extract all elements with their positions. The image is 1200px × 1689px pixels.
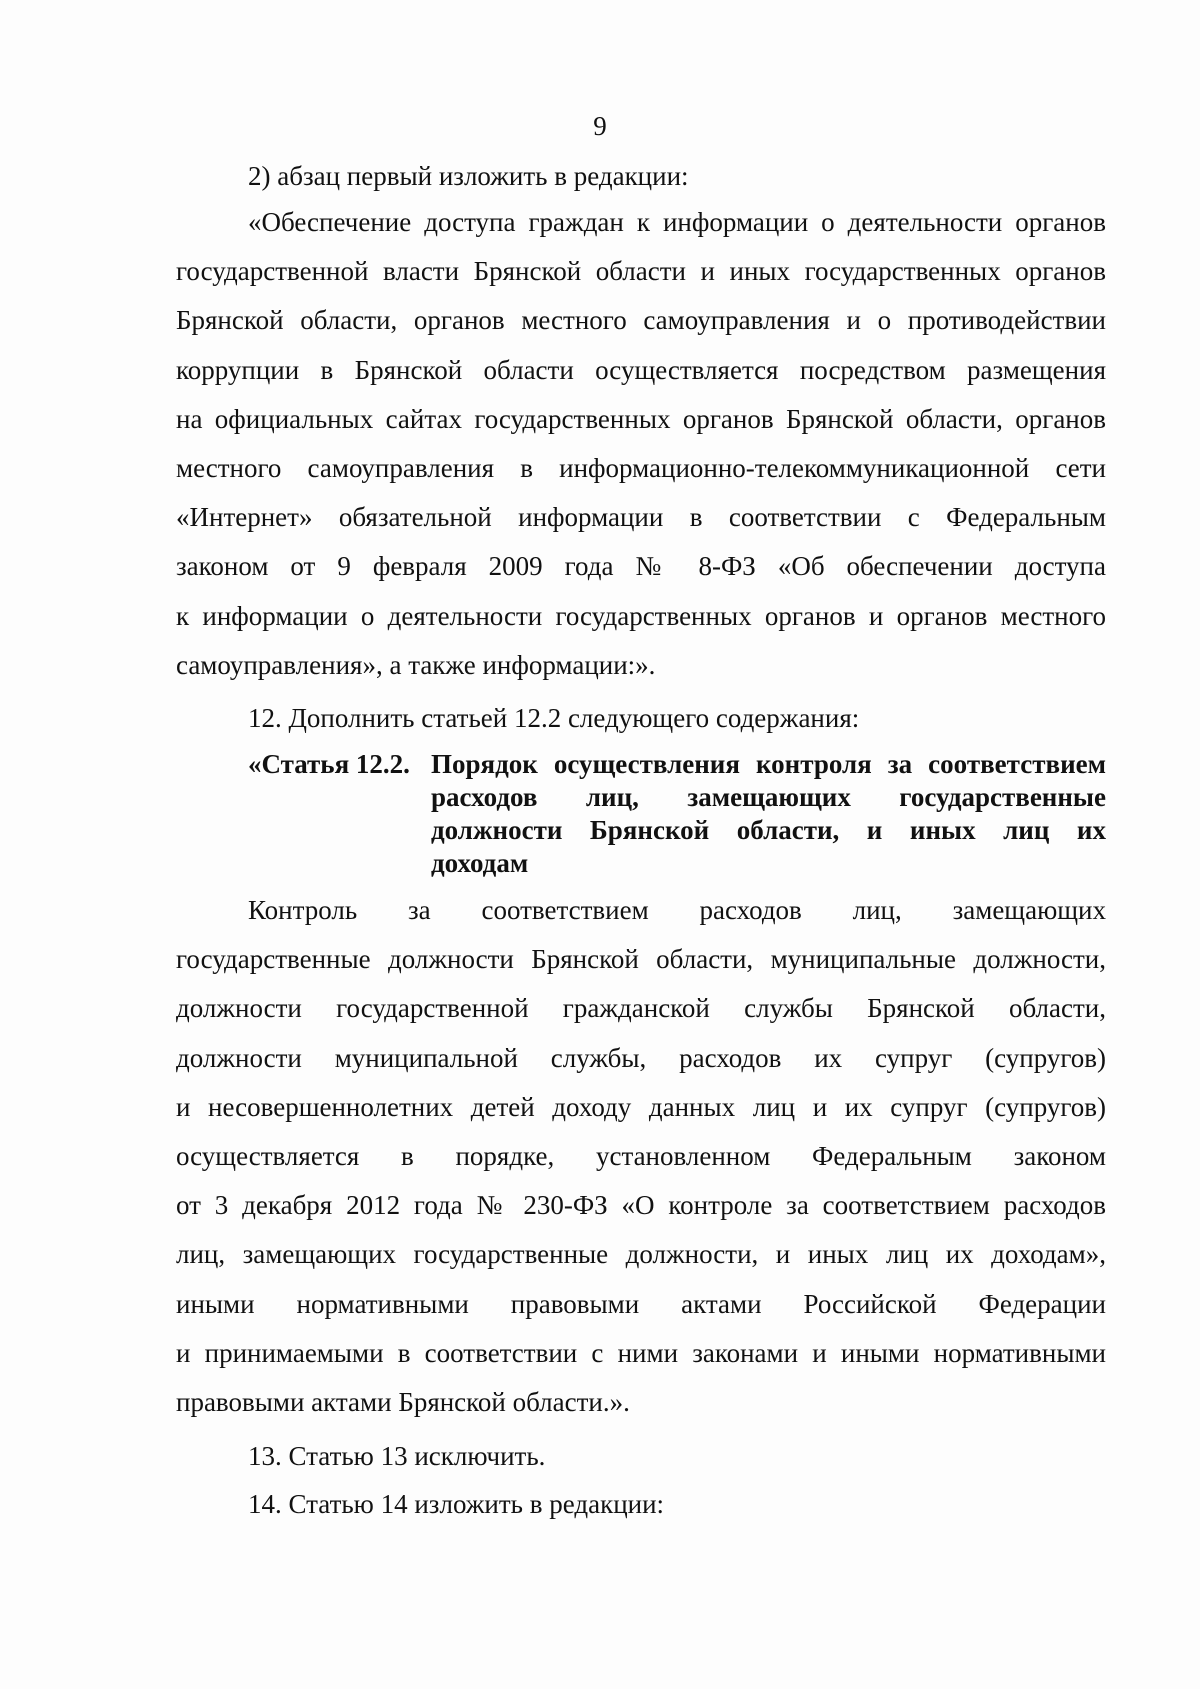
article-label: «Статья 12.2. — [248, 749, 410, 779]
text-line: коррупции в Брянской области осуществляется посредством размещения — [176, 354, 1106, 385]
text-line: 12. Дополнить статьей 12.2 следующего содержания: — [248, 703, 860, 733]
text-line: Контроль за соответствием расходов лиц, замещающих — [248, 895, 1106, 925]
text-line: местного самоуправления в информационно-телекоммуникационной сети — [176, 453, 1106, 484]
text-line: и несовершеннолетних детей доходу данных лиц и их супруг (супругов) — [176, 1091, 1106, 1122]
article-title — [431, 748, 1106, 880]
text-line: государственные должности Брянской области, муниципальные должности, — [176, 944, 1106, 975]
text-line: должности муниципальной службы, расходов их супруг (супругов) — [176, 1042, 1106, 1073]
text-line: государственной власти Брянской области и иных государственных органов — [176, 256, 1106, 287]
text-line: 2) абзац первый изложить в редакции: — [248, 161, 689, 191]
article-body — [176, 886, 1106, 1427]
item-14 — [176, 1480, 1106, 1529]
text-line: правовыми актами Брянской области.». — [176, 1387, 630, 1418]
title-line: Порядок осуществления контроля за соответствием — [431, 749, 1106, 779]
text-line: и принимаемыми в соответствии с ними законами и иными нормативными — [176, 1337, 1106, 1368]
text-line: к информации о деятельности государственных органов и органов местного — [176, 600, 1106, 631]
text-line: «Обеспечение доступа граждан к информации о деятельности органов — [248, 207, 1106, 237]
title-line: доходам — [431, 848, 529, 878]
text-line: 13. Статью 13 исключить. — [248, 1441, 546, 1471]
text-line: лиц, замещающих государственные должности, и иных лиц их доходам», — [176, 1239, 1106, 1270]
text-line: на официальных сайтах государственных органов Брянской области, органов — [176, 403, 1106, 434]
text-line: самоуправления», а также информации:». — [176, 649, 656, 680]
title-line: расходов лиц, замещающих государственные — [431, 782, 1106, 812]
text-line: «Интернет» обязательной информации в соответствии с Федеральным — [176, 502, 1106, 533]
item-12 — [176, 694, 1106, 743]
title-line: должности Брянской области, и иных лиц их — [431, 815, 1106, 845]
text-line: Брянской области, органов местного самоуправления и о противодействии — [176, 305, 1106, 336]
text-line: законом от 9 февраля 2009 года № 8-ФЗ «Об обеспечении доступа — [176, 551, 1106, 582]
text-line: от 3 декабря 2012 года № 230-ФЗ «О контроле за соответствием расходов — [176, 1190, 1106, 1221]
page-number: 9 — [593, 111, 607, 141]
text-line: осуществляется в порядке, установленном Федеральным законом — [176, 1141, 1106, 1172]
text-line: 14. Статью 14 изложить в редакции: — [248, 1489, 665, 1519]
text-line: должности государственной гражданской службы Брянской области, — [176, 993, 1106, 1024]
item-13 — [176, 1432, 1106, 1481]
text-line: иными нормативными правовыми актами Российской Федерации — [176, 1288, 1106, 1319]
amendment-paragraph-1 — [176, 152, 1106, 201]
quoted-paragraph — [176, 198, 1106, 690]
